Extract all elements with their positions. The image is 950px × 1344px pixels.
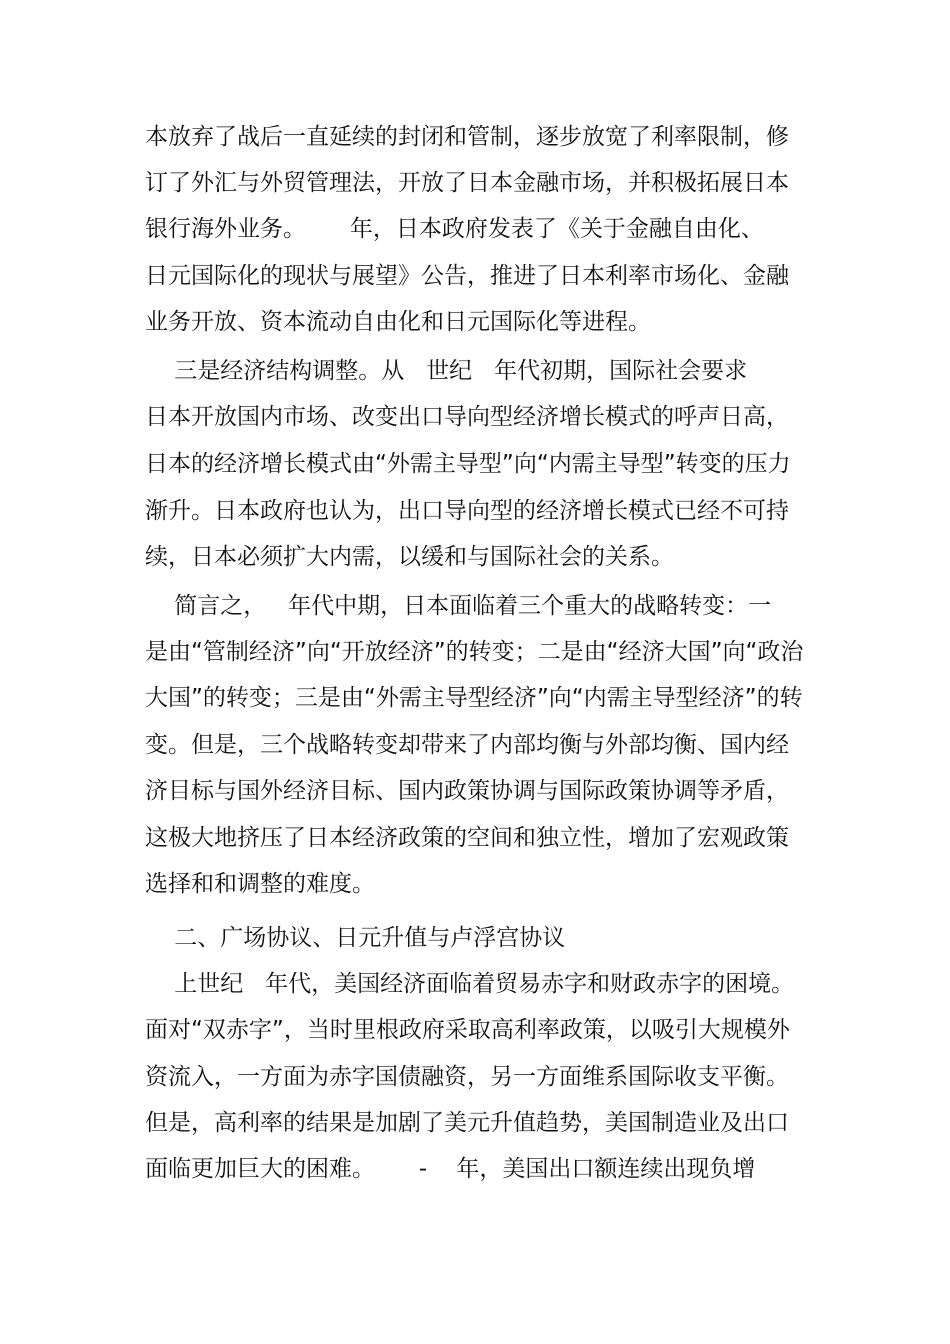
text-line: 日本开放国内市场、改变出口导向型经济增长模式的呼声日高， bbox=[145, 404, 789, 430]
text-line: 资流入，一方面为赤字国债融资，另一方面维系国际收支平衡。 bbox=[145, 1064, 789, 1090]
paragraph-start-line: 简言之， 年代中期，日本面临着三个重大的战略转变：一 bbox=[145, 593, 772, 619]
text-line: 面对“双赤字”，当时里根政府采取高利率政策，以吸引大规模外 bbox=[145, 1017, 790, 1043]
text-line: 本放弃了战后一直延续的封闭和管制，逐步放宽了利率限制，修 bbox=[145, 124, 789, 150]
text-line: 但是，高利率的结果是加剧了美元升值趋势，美国制造业及出口 bbox=[145, 1110, 789, 1136]
text-line: 济目标与国外经济目标、国内政策协调与国际政策协调等矛盾， bbox=[145, 778, 789, 804]
paragraph-start-line: 上世纪 年代，美国经济面临着贸易赤字和财政赤字的困境。 bbox=[145, 971, 795, 997]
section-heading: 二、广场协议、日元升值与卢浮宫协议 bbox=[145, 925, 566, 951]
text-line: 续，日本必须扩大内需，以缓和与国际社会的关系。 bbox=[145, 544, 674, 570]
text-line: 订了外汇与外贸管理法，开放了日本金融市场，并积极拓展日本 bbox=[145, 170, 789, 196]
text-line: 这极大地挤压了日本经济政策的空间和独立性，增加了宏观政策 bbox=[145, 825, 789, 851]
text-line: 是由“管制经济”向“开放经济”的转变；二是由“经济大国”向“政治 bbox=[145, 639, 804, 665]
text-line: 面临更加巨大的困难。 - 年，美国出口额连续出现负增 bbox=[145, 1156, 756, 1182]
text-line: 业务开放、资本流动自由化和日元国际化等进程。 bbox=[145, 309, 651, 335]
paragraph-start-line: 三是经济结构调整。从 世纪 年代初期，国际社会要求 bbox=[145, 358, 748, 384]
text-line: 日本的经济增长模式由“外需主导型”向“内需主导型”转变的压力 bbox=[145, 451, 791, 477]
text-line: 变。但是，三个战略转变却带来了内部均衡与外部均衡、国内经 bbox=[145, 732, 789, 758]
text-line: 日元国际化的现状与展望》公告，推进了日本利率市场化、金融 bbox=[145, 263, 789, 289]
text-line: 渐升。日本政府也认为，出口导向型的经济增长模式已经不可持 bbox=[145, 498, 789, 524]
text-line: 选择和和调整的难度。 bbox=[145, 871, 375, 897]
text-line: 银行海外业务。 年，日本政府发表了《关于金融自由化、 bbox=[145, 216, 764, 242]
text-line: 大国”的转变；三是由“外需主导型经济”向“内需主导型经济”的转 bbox=[145, 685, 803, 711]
